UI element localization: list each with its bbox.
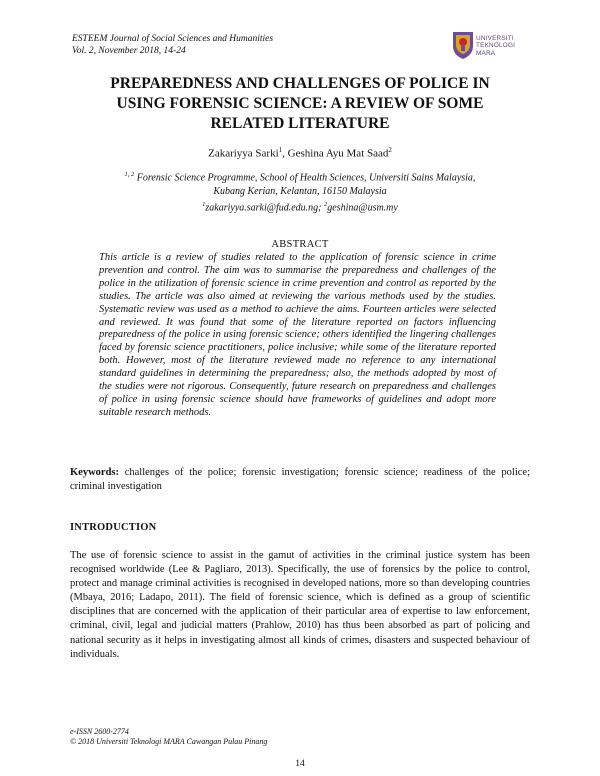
keywords: [70, 466, 530, 494]
page-number: 14: [295, 759, 305, 769]
title-line-3: RELATED LITERATURE: [210, 115, 390, 132]
author-1-sup: 1: [278, 146, 283, 154]
email-line: [70, 198, 530, 215]
journal-header: [72, 33, 273, 57]
keywords-label: Keywords:: [70, 467, 119, 478]
university-logo: [452, 30, 542, 66]
logo-line-2: TEKNOLOGI: [476, 42, 516, 50]
author-1: Zakariyya Sarki: [208, 147, 279, 160]
abstract-heading: ABSTRACT: [271, 239, 329, 250]
author-2: Geshina Ayu Mat Saad: [287, 147, 389, 160]
crest-icon: [452, 30, 474, 60]
affiliation: [70, 168, 530, 215]
footer-copyright: © 2018 Universiti Teknologi MARA Cawangan Pulau Pinang: [70, 737, 268, 746]
introduction-heading: INTRODUCTION: [70, 522, 157, 533]
email-1: zakariyya.sarki@fud.edu.ng;: [205, 202, 325, 214]
affiliation-line-1: [70, 168, 530, 185]
author-separator: ,: [282, 147, 288, 160]
title-line-2: USING FORENSIC SCIENCE: A REVIEW OF SOME: [116, 95, 484, 112]
author-2-sup: 2: [388, 146, 392, 154]
email-sup-2: 2: [324, 201, 328, 209]
email-sup-1: 1: [202, 201, 206, 209]
affiliation-sup: 1, 2: [124, 171, 135, 178]
footer-issn: e-ISSN 2600-2774: [70, 727, 129, 736]
affiliation-line-2: Kubang Kerian, Kelantan, 16150 Malaysia: [213, 185, 387, 197]
affiliation-text-1: Forensic Science Programme, School of Health Sciences, Universiti Sains Malaysia,: [134, 172, 476, 184]
paper-title: [70, 74, 530, 134]
logo-line-3: MARA: [476, 49, 496, 57]
title-line-1: PREPAREDNESS AND CHALLENGES OF POLICE IN: [110, 75, 490, 92]
authors: [70, 146, 530, 160]
footer: [70, 727, 267, 747]
abstract-text: This article is a review of studies related to the application of forensic science in crime prevention and control. The aim was to summarise the preparedness and challenges of the police in the utilization of forensic science in crime prevention and control as reported by the studies. The article was also aimed at reviewing the various methods used by the studies. Systematic review was used as a method to achieve the aims. Fourteen articles were selected and reviewed. It was found that some of the literature reported on factors influencing preparedness of the police in using forensic science; others identified the lingering challenges faced by forensic science practitioners, police inclusive; while some of the literature reported both. However, most of the literature reviewed made no reference to any international standard guidelines in determining the preparedness; also, the methods adopted by most of the studies were not rigorous. Consequently, future research on preparedness and challenges of police in using forensic science should have frameworks of guidelines and adopt more suitable research methods.: [99, 252, 496, 418]
email-2: geshina@usm.my: [327, 202, 398, 214]
introduction-text: The use of forensic science to assist in the gamut of activities in the criminal justice system has been recognised worldwide (Lee & Pagliaro, 2013). Specifically, the use of forensics by the police to control, protect and manage criminal activities is recognised in developed nations, more so than developing countries (Mbaya, 2016; Ladapo, 2011). The field of forensic science, which is defined as a group of scientific disciplines that are concerned with the application of their particular area of expertise to law enforcement, criminal, civil, legal and judicial matters (Prahlow, 2010) has thus been absorbed as part of policing and national security as it helps in investigating almost all kinds of crimes, disasters and suspected behaviour of individuals.: [70, 550, 530, 660]
logo-text: [476, 35, 515, 57]
logo-line-1: UNIVERSITI: [476, 35, 514, 42]
journal-name: ESTEEM Journal of Social Sciences and Humanities: [72, 34, 274, 44]
journal-volume: Vol. 2, November 2018, 14-24: [72, 46, 186, 56]
keywords-text: challenges of the police; forensic investigation; forensic science; readiness of the police; criminal investigation: [70, 467, 530, 492]
